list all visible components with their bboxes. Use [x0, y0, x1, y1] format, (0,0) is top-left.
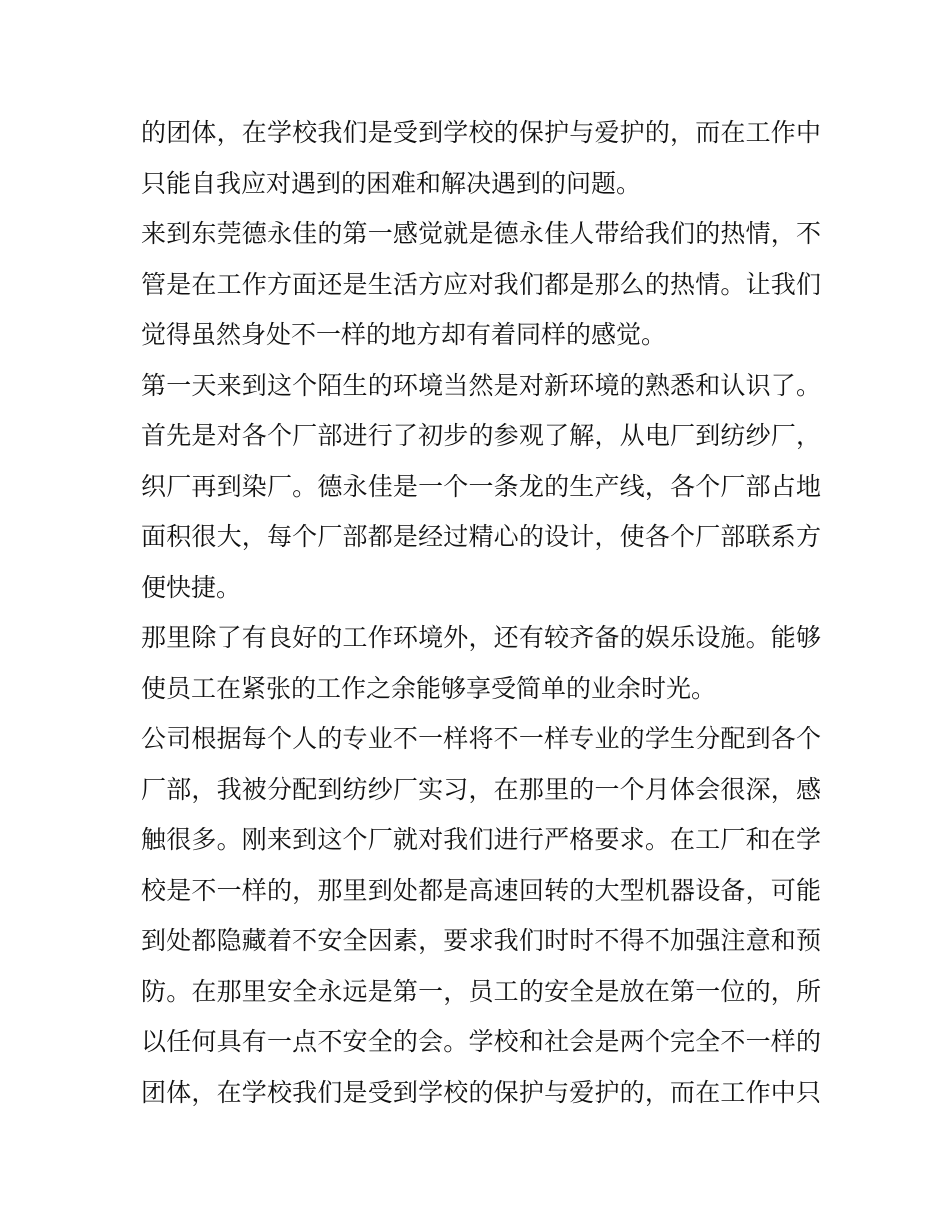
- text-line: 只能自我应对遇到的困难和解决遇到的问题。: [141, 168, 642, 198]
- body-text: [141, 108, 821, 1118]
- text-line: 那里除了有良好的工作环境外，还有较齐备的娱乐设施。能够: [141, 623, 821, 652]
- text-line: 以任何具有一点不安全的会。学校和社会是两个完全不一样的: [141, 1027, 821, 1056]
- text-line: 触很多。刚来到这个厂就对我们进行严格要求。在工厂和在学: [141, 825, 821, 854]
- text-line: 校是不一样的，那里到处都是高速回转的大型机器设备，可能: [141, 875, 821, 905]
- text-line: 公司根据每个人的专业不一样将不一样专业的学生分配到各个: [141, 724, 821, 753]
- text-line: 防。在那里安全永远是第一，员工的安全是放在第一位的，所: [141, 976, 821, 1006]
- text-line: 厂部，我被分配到纺纱厂实习，在那里的一个月体会很深，感: [141, 774, 821, 804]
- text-line: 管是在工作方面还是生活方应对我们都是那么的热情。让我们: [141, 269, 821, 299]
- text-line: 觉得虽然身处不一样的地方却有着同样的感觉。: [141, 320, 667, 349]
- text-line: 的团体，在学校我们是受到学校的保护与爱护的，而在工作中: [141, 118, 821, 147]
- text-line: 便快捷。: [141, 572, 242, 602]
- text-line: 织厂再到染厂。德永佳是一个一条龙的生产线，各个厂部占地: [141, 471, 821, 501]
- text-line: 来到东莞德永佳的第一感觉就是德永佳人带给我们的热情，不: [141, 219, 821, 248]
- text-line: 第一天来到这个陌生的环境当然是对新环境的熟悉和认识了。: [141, 370, 821, 400]
- text-line: 使员工在紧张的工作之余能够享受简单的业余时光。: [141, 673, 717, 703]
- text-line: 到处都隐藏着不安全因素，要求我们时时不得不加强注意和预: [141, 926, 821, 955]
- text-line: 面积很大，每个厂部都是经过精心的设计，使各个厂部联系方: [141, 522, 821, 551]
- text-line: 首先是对各个厂部进行了初步的参观了解，从电厂到纺纱厂，: [141, 421, 821, 450]
- text-line: 团体，在学校我们是受到学校的保护与爱护的，而在工作中只: [141, 1077, 821, 1107]
